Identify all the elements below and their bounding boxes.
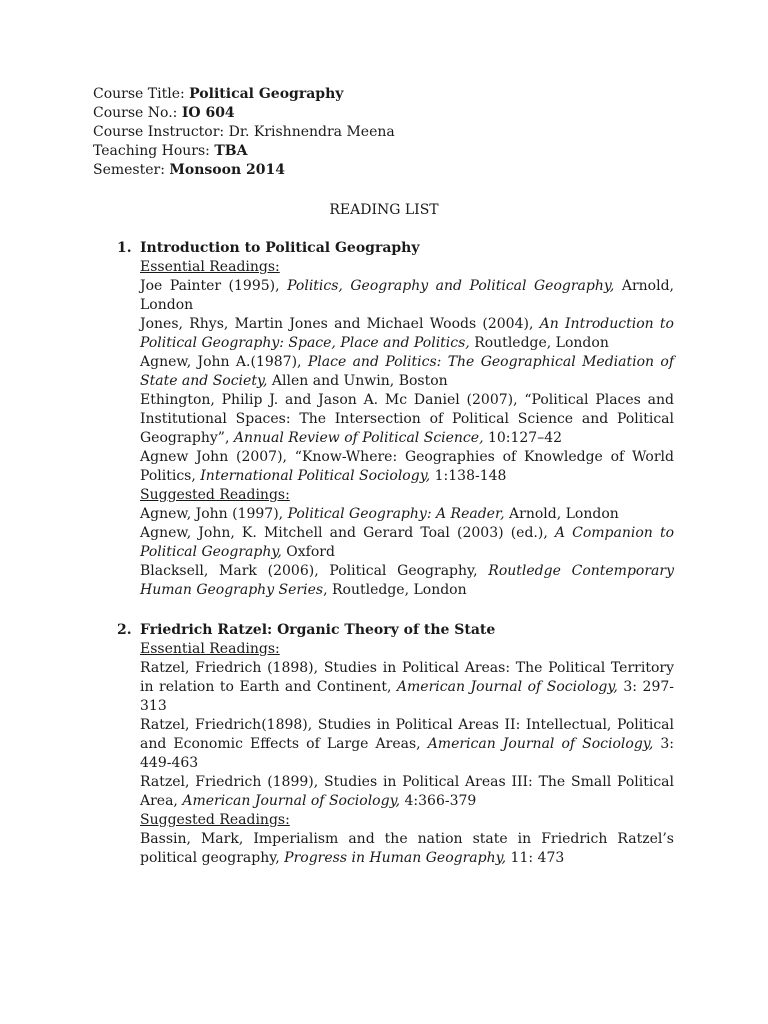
course-title-line (93, 85, 395, 104)
reading-entry: Agnew John (2007), “Know-Where: Geographies of Knowledge of World Politics, International Political Sociology, 1:138-148 (140, 449, 674, 484)
course-instructor-line (93, 123, 395, 142)
reading-entry: Agnew, John (1997), Political Geography: A Reader, Arnold, London (140, 506, 619, 522)
essential-readings-label: Essential Readings: (140, 641, 280, 657)
reading-entry: Jones, Rhys, Martin Jones and Michael Woods (2004), An Introduction to Political Geography: Space, Place and Politics, Routledge, London (140, 316, 674, 351)
section-1 (117, 239, 674, 600)
section-number: 1. (117, 240, 132, 256)
reading-entry: Joe Painter (1995), Politics, Geography and Political Geography, Arnold, London (140, 278, 674, 313)
reading-entry: Agnew, John A.(1987), Place and Politics: The Geographical Mediation of State and Society, Allen and Unwin, Boston (140, 354, 674, 389)
course-instructor-label: Course Instructor: (93, 124, 225, 140)
reading-list-title: READING LIST (329, 202, 439, 218)
course-title-label: Course Title: (93, 86, 185, 102)
suggested-readings-label: Suggested Readings: (140, 812, 290, 828)
reading-entry: Ratzel, Friedrich(1898), Studies in Political Areas II: Intellectual, Political and Economic Effects of Large Areas, American Journal of Sociology, 3: 449-463 (140, 717, 675, 771)
section-heading: Introduction to Political Geography (140, 240, 420, 256)
section-2 (117, 621, 674, 868)
semester-line (93, 161, 395, 180)
reading-entry: Ratzel, Friedrich (1898), Studies in Political Areas: The Political Territory in relation to Earth and Continent, American Journal of Sociology, 3: 297-313 (140, 660, 674, 714)
semester-label: Semester: (93, 162, 165, 178)
reading-entry: Ratzel, Friedrich (1899), Studies in Political Areas III: The Small Political Area, American Journal of Sociology, 4:366-379 (140, 774, 674, 809)
teaching-hours-line (93, 142, 395, 161)
section-number: 2. (117, 622, 132, 638)
teaching-hours-label: Teaching Hours: (93, 143, 210, 159)
course-no-value: IO 604 (181, 105, 235, 121)
course-title-value: Political Geography (189, 86, 344, 102)
reading-entry: Bassin, Mark, Imperialism and the nation state in Friedrich Ratzel’s political geography, Progress in Human Geography, 11: 473 (140, 831, 674, 866)
course-no-label: Course No.: (93, 105, 178, 121)
reading-entry: Agnew, John, K. Mitchell and Gerard Toal (2003) (ed.), A Companion to Political Geography, Oxford (140, 525, 674, 560)
teaching-hours-value: TBA (214, 143, 248, 159)
section-heading: Friedrich Ratzel: Organic Theory of the State (140, 622, 496, 638)
suggested-readings-label: Suggested Readings: (140, 487, 290, 503)
semester-value: Monsoon 2014 (169, 162, 285, 178)
essential-readings-label: Essential Readings: (140, 259, 280, 275)
reading-entry: Blacksell, Mark (2006), Political Geography, Routledge Contemporary Human Geography Series, Routledge, London (140, 563, 674, 598)
course-instructor-value: Dr. Krishnendra Meena (228, 124, 395, 140)
reading-entry: Ethington, Philip J. and Jason A. Mc Daniel (2007), “Political Places and Institutional Spaces: The Intersection of Political Science and Political Geography”, Annual Review of Political Science, 10:127–42 (140, 392, 674, 446)
course-info (93, 85, 395, 180)
course-no-line (93, 104, 395, 123)
